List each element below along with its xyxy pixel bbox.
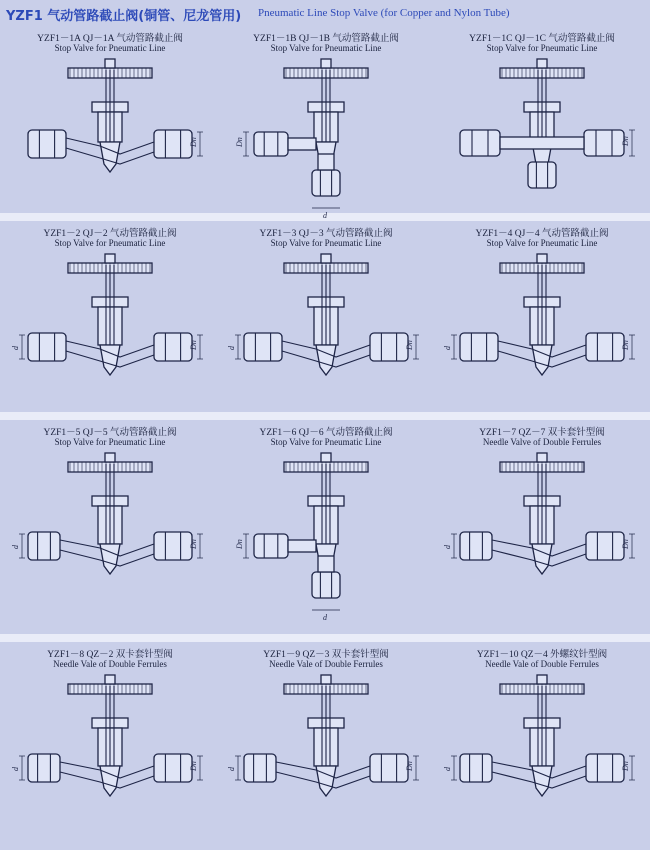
dimension-label: Dn bbox=[189, 539, 198, 549]
left-fitting-nut bbox=[28, 130, 66, 158]
stem-nut bbox=[537, 59, 547, 68]
left-fitting-nut bbox=[460, 532, 492, 560]
valve-cell bbox=[2, 642, 218, 846]
valve-cell bbox=[2, 420, 218, 634]
valve-diagram bbox=[226, 251, 426, 408]
valve-name-caption: Stop Valve for Pneumatic Line bbox=[486, 238, 598, 248]
right-fitting-nut bbox=[154, 754, 192, 782]
title-english: Pneumatic Line Stop Valve (for Copper and Nylon Tube) bbox=[258, 7, 510, 19]
valve-cell bbox=[218, 26, 434, 220]
valve-cell bbox=[218, 642, 434, 846]
valve-cell bbox=[434, 221, 650, 412]
valve-cell bbox=[218, 420, 434, 634]
valve-model-caption: YZF1－10 QZ－4 外螺纹针型阀 bbox=[476, 650, 608, 660]
dimension-label: d bbox=[323, 613, 327, 622]
outlet-pipe bbox=[318, 154, 334, 170]
stem-nut bbox=[321, 675, 331, 684]
dimension-label: d bbox=[443, 767, 452, 771]
right-fitting-nut bbox=[154, 333, 192, 361]
valve-name-caption: Stop Valve for Pneumatic Line bbox=[270, 43, 382, 53]
valve-drawing-group bbox=[227, 254, 419, 375]
valve-drawing-group bbox=[443, 675, 635, 796]
valve-name-caption: Stop Valve for Pneumatic Line bbox=[54, 43, 166, 53]
valve-drawing-group bbox=[11, 453, 203, 574]
valve-drawing-group bbox=[28, 59, 203, 172]
left-fitting-nut bbox=[460, 130, 500, 156]
inlet-pipe bbox=[288, 540, 316, 552]
valve-drawing-group bbox=[443, 453, 635, 574]
title-chinese: YZF1 气动管路截止阀(铜管、尼龙管用) bbox=[6, 9, 242, 24]
valve-cell bbox=[218, 221, 434, 412]
valve-body-seat bbox=[532, 345, 552, 375]
dimension-label: d bbox=[227, 346, 236, 350]
right-fitting-nut bbox=[586, 754, 624, 782]
valve-body-seat bbox=[100, 345, 120, 375]
valve-cell bbox=[434, 26, 650, 213]
valve-model-caption: YZF1－1C QJ－1C 气动管路截止阀 bbox=[469, 34, 615, 44]
dimension-label: d bbox=[443, 346, 452, 350]
valve-name-caption: Stop Valve for Pneumatic Line bbox=[54, 437, 166, 447]
dimension-label: d bbox=[227, 767, 236, 771]
left-fitting-nut bbox=[28, 532, 60, 560]
dimension-label: Dn bbox=[621, 761, 630, 771]
valve-diagram bbox=[226, 672, 426, 842]
valve-name-caption: Stop Valve for Pneumatic Line bbox=[270, 437, 382, 447]
outlet-pipe bbox=[318, 556, 334, 572]
valve-drawing-group bbox=[235, 453, 368, 622]
right-fitting-nut bbox=[586, 532, 624, 560]
stem-nut bbox=[537, 453, 547, 462]
valve-name-caption: Stop Valve for Pneumatic Line bbox=[270, 238, 382, 248]
valve-diagram bbox=[442, 251, 642, 408]
row-separator-3 bbox=[0, 634, 650, 642]
valve-diagram bbox=[226, 56, 426, 220]
dimension-label: Dn bbox=[235, 539, 244, 549]
valve-model-caption: YZF1－2 QJ－2 气动管路截止阀 bbox=[43, 229, 177, 239]
valve-name-caption: Needle Vale of Double Ferrules bbox=[269, 659, 383, 669]
right-fitting-nut bbox=[154, 532, 192, 560]
stem-nut bbox=[537, 254, 547, 263]
row-separator-2 bbox=[0, 412, 650, 420]
dimension-label: Dn bbox=[405, 340, 414, 350]
left-fitting-nut bbox=[254, 132, 288, 156]
dimension-label: Dn bbox=[189, 761, 198, 771]
valve-model-caption: YZF1－7 QZ－7 双卡套针型阀 bbox=[479, 428, 605, 438]
valve-model-caption: YZF1－4 QJ－4 气动管路截止阀 bbox=[475, 229, 609, 239]
valve-diagram bbox=[442, 450, 642, 630]
bottom-fitting-nut bbox=[312, 170, 340, 196]
valve-diagram bbox=[10, 56, 210, 209]
right-fitting-nut bbox=[584, 130, 624, 156]
dimension-label: d bbox=[11, 346, 20, 350]
dimension-label: Dn bbox=[235, 137, 244, 147]
stem-nut bbox=[321, 254, 331, 263]
valve-body-seat bbox=[100, 544, 120, 574]
valve-drawing-group bbox=[460, 59, 635, 188]
left-fitting-nut bbox=[244, 333, 282, 361]
valve-body-seat bbox=[532, 544, 552, 574]
valve-name-caption: Needle Valve of Double Ferrules bbox=[482, 437, 602, 447]
stem-nut bbox=[105, 59, 115, 68]
right-fitting-nut bbox=[370, 333, 408, 361]
valve-name-caption: Needle Vale of Double Ferrules bbox=[485, 659, 599, 669]
dimension-label: Dn bbox=[621, 340, 630, 350]
dimension-label: d bbox=[11, 545, 20, 549]
left-fitting-nut bbox=[28, 333, 66, 361]
left-fitting-nut bbox=[254, 534, 288, 558]
valve-diagram bbox=[226, 450, 426, 630]
stem-nut bbox=[105, 453, 115, 462]
valve-diagram bbox=[10, 672, 210, 842]
body-channel bbox=[500, 137, 584, 149]
inlet-pipe bbox=[288, 138, 316, 150]
valve-model-caption: YZF1－9 QZ－3 双卡套针型阀 bbox=[263, 650, 389, 660]
stem-nut bbox=[321, 59, 331, 68]
valve-drawing-group bbox=[235, 59, 368, 220]
stem-nut bbox=[321, 453, 331, 462]
dimension-label: Dn bbox=[189, 340, 198, 350]
valve-name-caption: Stop Valve for Pneumatic Line bbox=[486, 43, 598, 53]
dimension-label: Dn bbox=[405, 761, 414, 771]
valve-model-caption: YZF1－1A QJ－1A 气动管路截止阀 bbox=[37, 34, 183, 44]
valve-cell bbox=[2, 26, 218, 213]
dimension-label: Dn bbox=[189, 137, 198, 147]
valve-body-seat bbox=[532, 766, 552, 796]
valve-diagram bbox=[10, 450, 210, 630]
dimension-label: d bbox=[323, 211, 327, 220]
valve-name-caption: Stop Valve for Pneumatic Line bbox=[54, 238, 166, 248]
valve-body-seat bbox=[316, 345, 336, 375]
right-fitting-nut bbox=[370, 754, 408, 782]
left-fitting-nut bbox=[244, 754, 276, 782]
valve-body-seat bbox=[100, 766, 120, 796]
valve-body-seat bbox=[316, 766, 336, 796]
valve-body-seat bbox=[100, 142, 120, 172]
bottom-fitting-nut bbox=[312, 572, 340, 598]
valve-diagram bbox=[442, 672, 642, 842]
valve-model-caption: YZF1－3 QJ－3 气动管路截止阀 bbox=[259, 229, 393, 239]
dimension-label: Dn bbox=[621, 136, 630, 146]
valve-diagram bbox=[10, 251, 210, 408]
valve-model-caption: YZF1－6 QJ－6 气动管路截止阀 bbox=[259, 428, 393, 438]
valve-cell bbox=[434, 642, 650, 846]
stem-nut bbox=[105, 675, 115, 684]
valve-diagram bbox=[442, 56, 642, 209]
right-fitting-nut bbox=[154, 130, 192, 158]
stem-nut bbox=[537, 675, 547, 684]
valve-model-caption: YZF1－1B QJ－1B 气动管路截止阀 bbox=[253, 34, 399, 44]
left-fitting-nut bbox=[28, 754, 60, 782]
valve-drawing-group bbox=[227, 675, 419, 796]
valve-model-caption: YZF1－8 QZ－2 双卡套针型阀 bbox=[47, 650, 173, 660]
dimension-label: Dn bbox=[621, 539, 630, 549]
bottom-fitting-nut bbox=[528, 162, 556, 188]
dimension-label: d bbox=[443, 545, 452, 549]
left-fitting-nut bbox=[460, 333, 498, 361]
valve-model-caption: YZF1－5 QJ－5 气动管路截止阀 bbox=[43, 428, 177, 438]
valve-drawing-group bbox=[443, 254, 635, 375]
dimension-label: d bbox=[11, 767, 20, 771]
valve-name-caption: Needle Vale of Double Ferrules bbox=[53, 659, 167, 669]
valve-drawing-group bbox=[11, 675, 203, 796]
stem-nut bbox=[105, 254, 115, 263]
valve-cell bbox=[2, 221, 218, 412]
valve-drawing-group bbox=[11, 254, 203, 375]
page-header bbox=[0, 0, 650, 26]
left-fitting-nut bbox=[460, 754, 492, 782]
right-fitting-nut bbox=[586, 333, 624, 361]
valve-cell bbox=[434, 420, 650, 634]
